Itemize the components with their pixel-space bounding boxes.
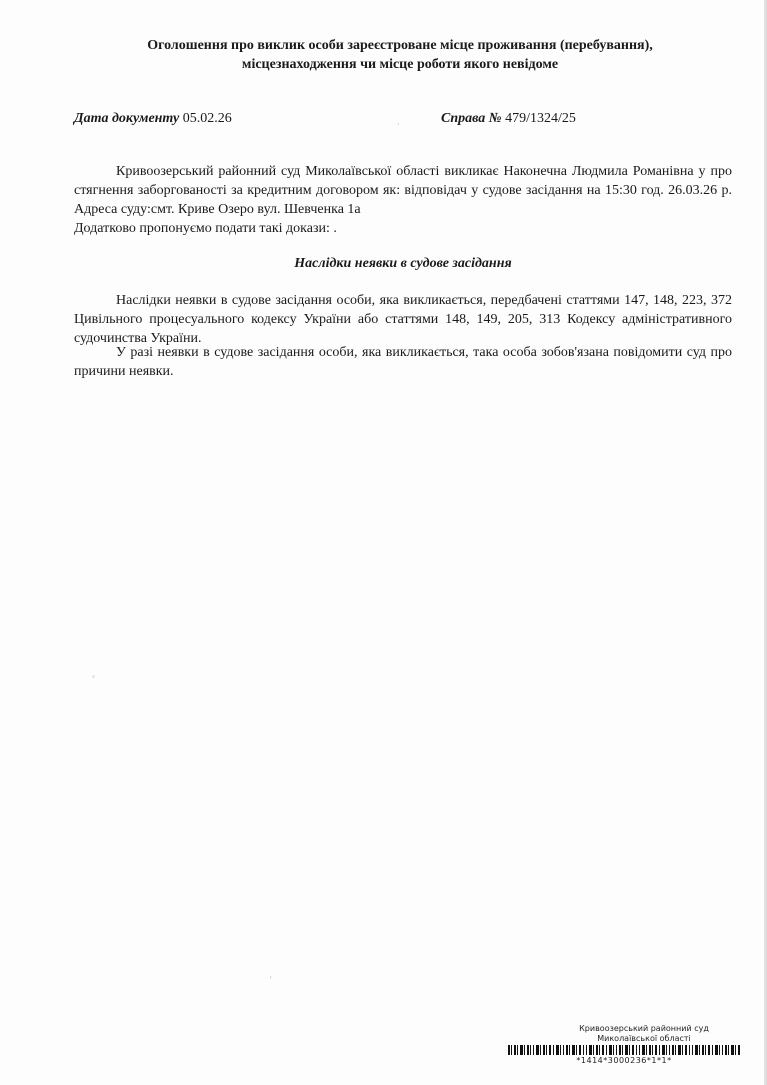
case-number xyxy=(441,111,576,127)
case-label: Справа № xyxy=(441,111,502,126)
stamp-court-line: Кривоозерський районний суд xyxy=(579,1024,709,1033)
consequences-paragraph-2: У разі неявки в судове засідання особи, яка викликається, така особа зобов'язана повідомити суд про причини неявки. xyxy=(74,345,732,379)
date-label: Дата документу xyxy=(74,111,180,126)
court-stamp xyxy=(508,1024,740,1066)
barcode-code: *1414*3000236*1*1* xyxy=(576,1056,672,1065)
evidence-paragraph: Додатково пропонуємо подати такі докази: . xyxy=(74,221,337,236)
title-line-1: Оголошення про виклик особи зареєстроване місце проживання (перебування), xyxy=(147,38,653,53)
barcode xyxy=(508,1045,740,1055)
title-line-2: місцезнаходження чи місце роботи якого невідоме xyxy=(241,57,559,72)
consequences-heading: Наслідки неявки в судове засідання xyxy=(294,256,512,271)
date-value: 05.02.26 xyxy=(182,111,232,126)
stamp-region-line: Миколаївської області xyxy=(597,1034,691,1043)
document-title xyxy=(80,36,720,74)
summons-paragraph: Кривоозерський районний суд Миколаївської області викликає Наконечна Людмила Романівна у про стягнення заборгованості за кредитним договором як: відповідач у судове засідання на 15:30 год. 26.03.26 р. Адреса суду:смт. Криве Озеро вул. Шевченка 1а xyxy=(74,164,732,217)
scan-speck: ◦ xyxy=(92,672,95,681)
consequences-paragraph-1: Наслідки неявки в судове засідання особи, яка викликається, передбачені статтями 147, 148, 223, 372 Цивільного процесуального кодексу України або статтями 148, 149, 205, 313 Кодексу адміністративного судочинства України. xyxy=(74,293,732,346)
document-date xyxy=(74,111,232,127)
scan-speck: ′ xyxy=(270,975,272,984)
case-value: 479/1324/25 xyxy=(505,111,576,126)
scan-speck: · xyxy=(397,120,400,129)
